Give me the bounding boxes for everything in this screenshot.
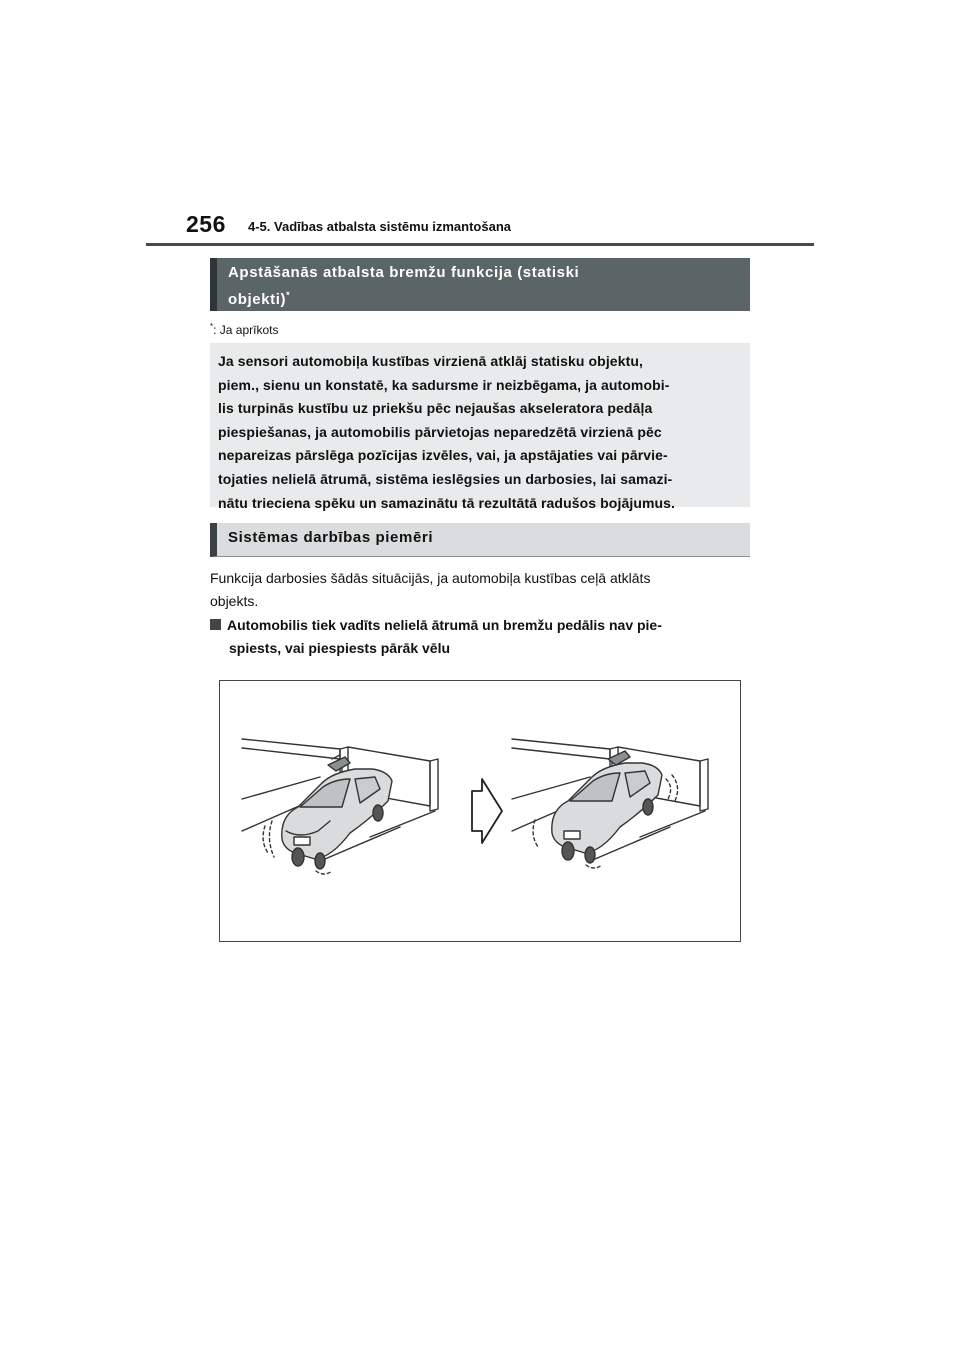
section-title-line2-wrap (228, 284, 740, 311)
chapter-title: 4-5. Vadības atbalsta sistēmu izmantošana (248, 219, 511, 234)
body-line2: objekts. (210, 593, 259, 609)
subsection-heading: Sistēmas darbības piemēri (210, 523, 750, 557)
illustration-svg (220, 681, 740, 941)
info-line: piem., sienu un konstatē, ka sadursme ir neizbēgama, ja automobi- (218, 376, 670, 393)
car-illustration (263, 755, 392, 874)
footnote-mark: * (210, 322, 214, 331)
square-bullet-icon (210, 619, 221, 630)
bullet-line1: Automobilis tiek vadīts nelielā ātrumā un bremžu pedālis nav pie- (227, 617, 662, 633)
arrow-right-icon (472, 779, 502, 843)
footnote-text: : Ja aprīkots (213, 323, 279, 337)
header-divider (146, 243, 814, 246)
info-line: Ja sensori automobiļa kustības virzienā atklāj statisku objektu, (218, 353, 643, 369)
body-text (210, 567, 750, 613)
section-title-mark: * (286, 290, 291, 300)
bullet-line2: spiests, vai piespiests pārāk vēlu (229, 640, 451, 656)
footnote (210, 322, 279, 337)
bullet-line1-wrap (210, 614, 750, 637)
info-line: nātu trieciena spēku un samazinātu tā rezultātā radušos bojājumus. (218, 494, 676, 511)
info-line: nepareizas pārslēga pozīcijas izvēles, vai, ja apstājaties vai pārvie- (218, 447, 668, 464)
page-number: 256 (186, 211, 226, 237)
info-line: lis turpinās kustību uz priekšu pēc nejaušas akseleratora pedāļa (218, 400, 653, 417)
body-line1: Funkcija darbosies šādās situācijās, ja automobiļa kustības ceļā atklāts (210, 570, 651, 586)
bullet-item (210, 614, 750, 660)
info-line: tojaties nelielā ātrumā, sistēma ieslēgsies un darbosies, lai samazi- (218, 470, 673, 487)
illustration-figure (219, 680, 741, 942)
section-title-line2: objekti) (228, 291, 287, 308)
info-line: piespiešanas, ja automobilis pārvietojas neparedzētā virzienā pēc (218, 423, 662, 440)
section-title-line1: Apstāšanās atbalsta bremžu funkcija (statiski (228, 264, 580, 281)
info-box (210, 343, 750, 511)
section-heading (210, 258, 750, 311)
